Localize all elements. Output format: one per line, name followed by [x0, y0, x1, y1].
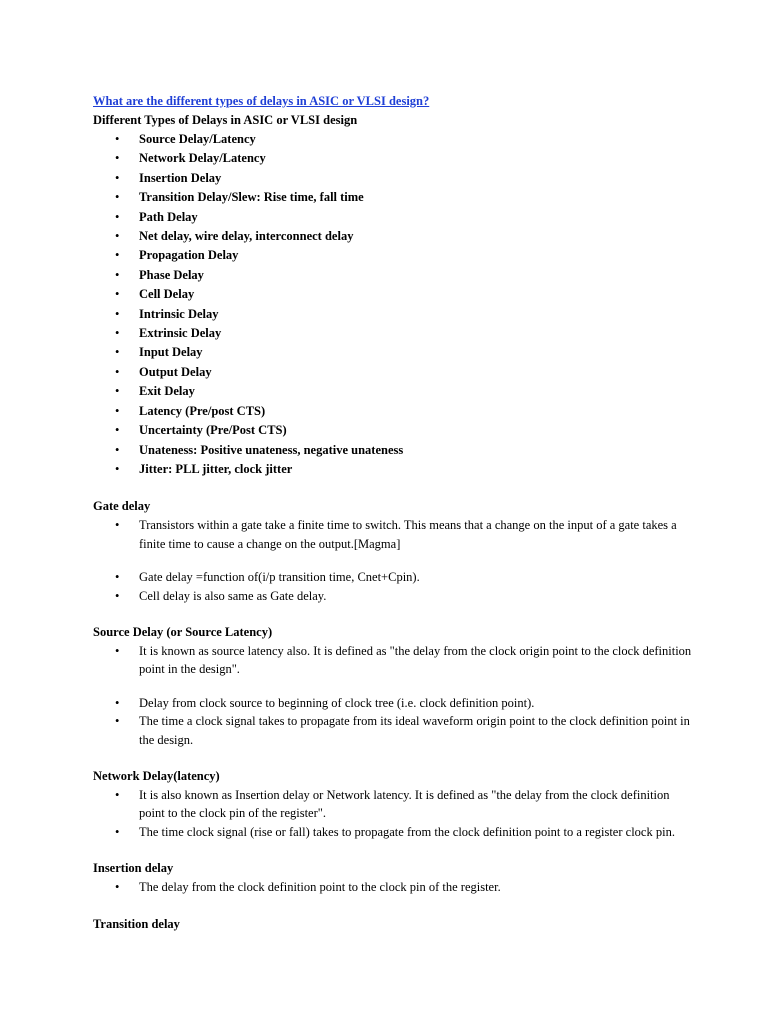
list-item: • Source Delay/Latency [93, 130, 693, 149]
bullet-icon: • [115, 306, 120, 321]
bullet-icon: • [115, 403, 120, 418]
list-item: • The time clock signal (rise or fall) takes to propagate from the clock definition point to a register clock pin. [93, 823, 693, 841]
bullet-icon: • [115, 461, 120, 476]
bullet-icon: • [115, 345, 120, 360]
section-heading: Transition delay [93, 916, 180, 931]
section-insertion-delay [93, 859, 693, 896]
bullet-icon: • [115, 132, 120, 146]
section-heading: Network Delay(latency) [93, 768, 220, 783]
title-link[interactable]: What are the different types of delays in ASIC or VLSI design? [93, 94, 430, 108]
section-heading: Source Delay (or Source Latency) [93, 624, 273, 639]
bullet-icon: • [115, 209, 120, 224]
bullet-icon: • [115, 190, 120, 205]
list-item: • Gate delay =function of(i/p transition time, Cnet+Cpin). [93, 568, 693, 586]
list-item: • Delay from clock source to beginning of clock tree (i.e. clock definition point). [93, 694, 693, 712]
section-list [93, 568, 693, 605]
section-list [93, 516, 693, 553]
list-item: • Cell Delay [93, 285, 693, 304]
bullet-icon: • [115, 326, 120, 341]
bullet-icon: • [115, 714, 120, 729]
list-item: • Cell delay is also same as Gate delay. [93, 587, 693, 605]
list-item: • Extrinsic Delay [93, 324, 693, 343]
section-source-delay [93, 623, 693, 749]
list-item: • The time a clock signal takes to propagate from its ideal waveform origin point to the clock definition point in the design. [115, 714, 690, 747]
section-list [93, 878, 693, 896]
bullet-icon: • [115, 787, 120, 802]
bullet-icon: • [115, 442, 120, 457]
bullet-icon: • [115, 570, 120, 585]
document-page [93, 92, 693, 934]
list-item: • Exit Delay [93, 382, 693, 401]
section-transition-delay [93, 915, 693, 934]
bullet-icon: • [115, 518, 120, 533]
list-item: • It is known as source latency also. It is defined as "the delay from the clock origin point to the clock definition point in the design". [115, 643, 692, 677]
list-heading: Different Types of Delays in ASIC or VLSI design [93, 113, 358, 127]
bullet-icon: • [115, 824, 120, 839]
bullet-icon: • [115, 364, 120, 379]
list-item: • Network Delay/Latency [93, 149, 693, 168]
section-heading: Insertion delay [93, 861, 174, 876]
section-list [93, 642, 693, 679]
list-item: • It is also known as Insertion delay or Network latency. It is defined as "the delay from the clock definition point to the clock pin of the register". [115, 787, 670, 821]
list-item: • Latency (Pre/post CTS) [93, 402, 693, 421]
bullet-icon: • [115, 151, 120, 166]
bullet-icon: • [115, 384, 120, 399]
bullet-icon: • [115, 588, 120, 603]
list-item: • Net delay, wire delay, interconnect delay [93, 227, 693, 246]
bullet-icon: • [115, 695, 120, 710]
list-item: • Intrinsic Delay [93, 305, 693, 324]
bullet-icon: • [115, 229, 120, 244]
list-item: • Phase Delay [93, 266, 693, 285]
bullet-icon: • [115, 423, 120, 438]
delay-types-list [93, 130, 693, 479]
list-item: • Input Delay [93, 343, 693, 362]
section-list [93, 786, 693, 841]
list-item: • Uncertainty (Pre/Post CTS) [93, 421, 693, 440]
bullet-icon: • [115, 248, 120, 263]
section-gate-delay [93, 497, 693, 605]
bullet-icon: • [115, 170, 120, 185]
bullet-icon: • [115, 287, 120, 302]
bullet-icon: • [115, 880, 120, 895]
list-item: • Propagation Delay [93, 246, 693, 265]
list-item: • Jitter: PLL jitter, clock jitter [93, 460, 693, 479]
list-item: • Transition Delay/Slew: Rise time, fall time [93, 188, 693, 207]
list-item: • Unateness: Positive unateness, negative unateness [93, 441, 693, 460]
section-list [93, 694, 693, 749]
section-heading: Gate delay [93, 499, 151, 514]
list-item: • Output Delay [93, 363, 693, 382]
list-item: • Path Delay [93, 208, 693, 227]
bullet-icon: • [115, 267, 120, 282]
list-item: • Insertion Delay [93, 169, 693, 188]
bullet-icon: • [115, 643, 120, 658]
section-network-delay [93, 767, 693, 841]
list-item: • Transistors within a gate take a finite time to switch. This means that a change on the input of a gate takes a finite time to cause a change on the output.[Magma] [115, 518, 677, 551]
list-item: • The delay from the clock definition point to the clock pin of the register. [93, 878, 693, 896]
